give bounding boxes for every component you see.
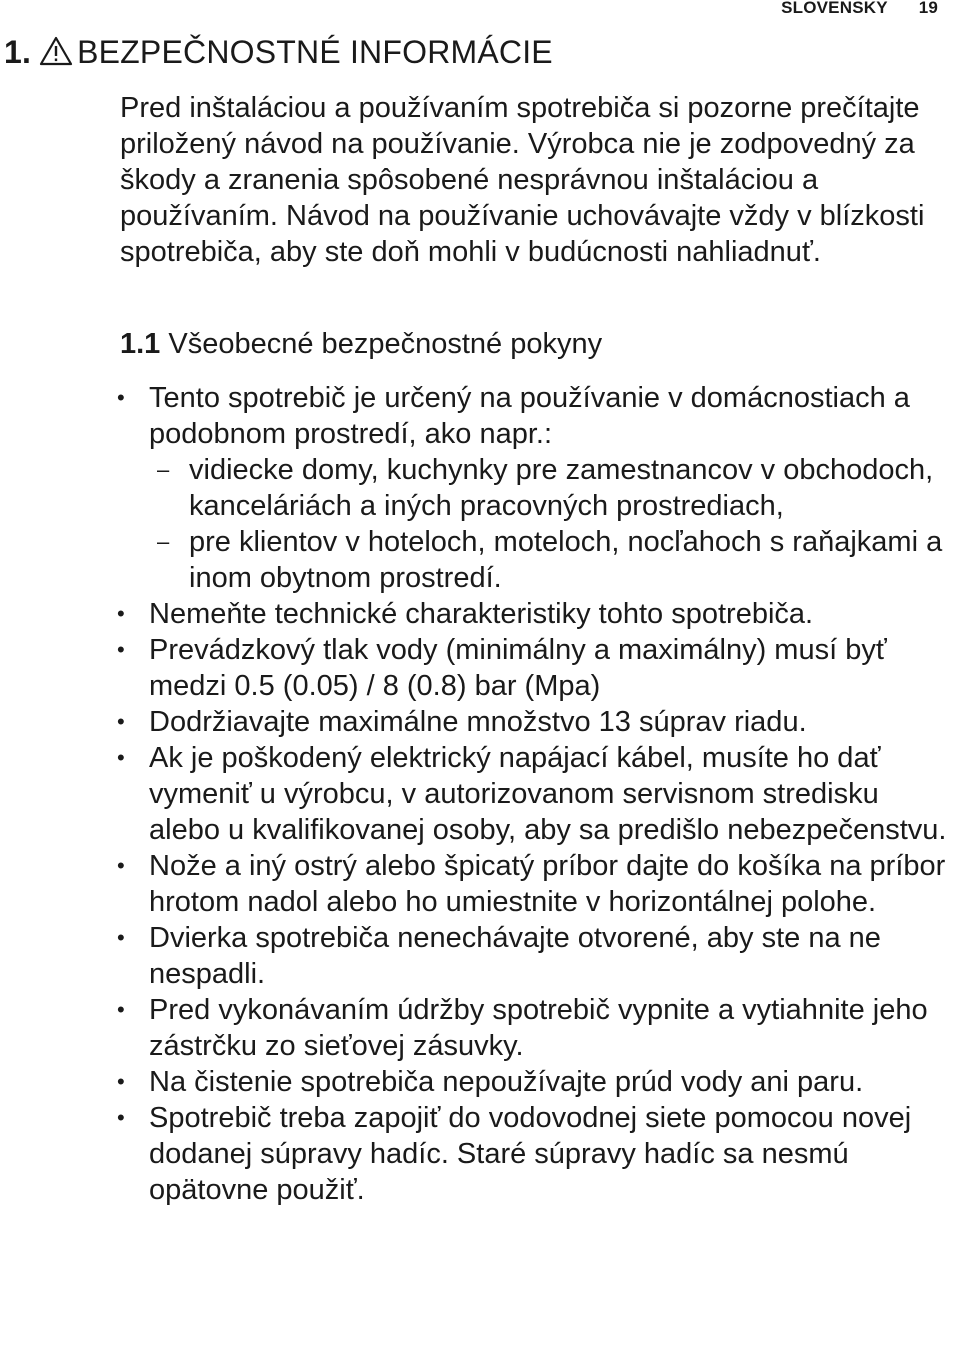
list-item-text: Na čistenie spotrebiča nepoužívajte prúd vody ani paru. [149, 1066, 864, 1098]
list-item-text: Dodržiavajte maximálne množstvo 13 súprav riadu. [149, 706, 807, 738]
subsection-title [120, 326, 602, 362]
bullet: • [117, 853, 125, 878]
bullet: • [117, 601, 125, 626]
list-item-text: Dvierka spotrebiča nenechávajte otvorené, aby ste na ne nespadli. [149, 922, 881, 990]
section-heading: BEZPEČNOSTNÉ INFORMÁCIE [77, 34, 553, 70]
list-item [0, 740, 949, 848]
list-item-text: Nemeňte technické charakteristiky tohto spotrebiča. [149, 598, 814, 630]
dash: – [157, 529, 170, 554]
safety-instructions-list [0, 380, 960, 1208]
bullet: • [117, 637, 125, 662]
bullet: • [117, 925, 125, 950]
list-item-text: Pred vykonávaním údržby spotrebič vypnite a vytiahnite jeho zástrčku zo sieťovej zásuvky. [149, 994, 928, 1062]
list-item-text: Tento spotrebič je určený na používanie v domácnostiach a podobnom prostredí, ako napr.: [149, 382, 910, 450]
sub-list-item-text: vidiecke domy, kuchynky pre zamestnancov v obchodoch, kanceláriách a iných pracovných prostrediach, [189, 454, 934, 522]
list-item [0, 992, 949, 1064]
sub-list-item [0, 524, 949, 596]
bullet: • [117, 385, 125, 410]
list-item-text: Spotrebič treba zapojiť do vodovodnej siete pomocou novej dodanej súpravy hadíc. Staré súpravy hadíc sa nesmú opätovne použiť. [149, 1102, 912, 1206]
section-number: 1. [4, 34, 32, 70]
bullet: • [117, 709, 125, 734]
list-item [0, 1100, 949, 1208]
section-title [4, 30, 553, 74]
warning-triangle-icon [39, 36, 73, 66]
page-number: 19 [918, 0, 938, 17]
sub-list-item-text: pre klientov v hoteloch, moteloch, nocľahoch s raňajkami a inom obytnom prostredí. [189, 526, 943, 594]
bullet: • [117, 1069, 125, 1094]
dash: – [157, 457, 170, 482]
list-item-text: Prevádzkový tlak vody (minimálny a maximálny) musí byť medzi 0.5 (0.05) / 8 (0.8) bar (Mpa) [149, 634, 887, 702]
sub-list-item [0, 452, 949, 524]
list-item [0, 848, 949, 920]
list-item-text: Nože a iný ostrý alebo špicatý príbor dajte do košíka na príbor hrotom nadol alebo ho umiestnite v horizontálnej polohe. [149, 850, 946, 918]
list-item [0, 704, 949, 740]
page-header [781, 0, 938, 18]
bullet: • [117, 997, 125, 1022]
subsection-heading: Všeobecné bezpečnostné pokyny [168, 328, 603, 360]
list-item-text: Ak je poškodený elektrický napájací kábel, musíte ho dať vymeniť u výrobcu, v autorizovanom servisnom stredisku alebo u kvalifikovanej osoby, aby sa predišlo nebezpečenstvu. [149, 742, 947, 846]
subsection-number: 1.1 [120, 328, 161, 360]
list-item [0, 380, 949, 452]
list-item [0, 632, 949, 704]
bullet: • [117, 745, 125, 770]
list-item [0, 920, 949, 992]
language-label: SLOVENSKY [781, 0, 888, 17]
list-item [0, 1064, 949, 1100]
intro-paragraph: Pred inštaláciou a používaním spotrebiča si pozorne prečítajte priložený návod na používanie. Výrobca nie je zodpovedný za škody a zranenia spôsobené nesprávnou inštaláciou a používaním. Návod na používanie uchovávajte vždy v blízkosti spotrebiča, aby ste doň mohli v budúcnosti nahliadnuť. [120, 92, 925, 268]
bullet: • [117, 1105, 125, 1130]
list-item [0, 596, 949, 632]
